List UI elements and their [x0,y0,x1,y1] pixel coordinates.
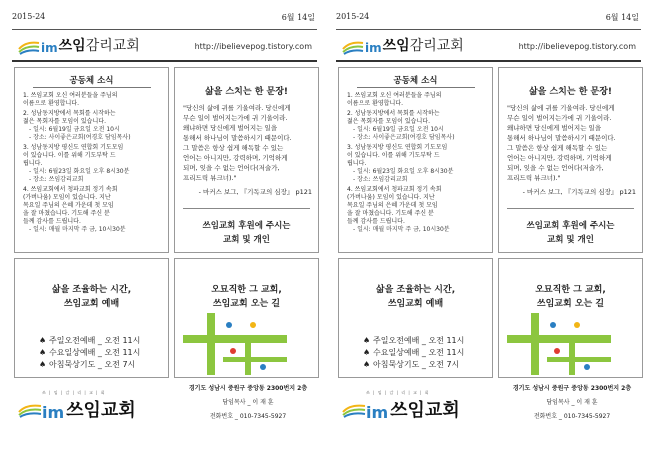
worship-box [338,258,493,378]
sponsors-title-line: 교회 및 개인 [223,235,270,245]
worship-title [339,283,492,311]
quote-line: 왜냐하면 당신에게 벌어지는 일을 [183,124,278,132]
sponsors-title-line: 쓰임교회 후원에 주시는 [526,221,615,231]
news-item-line: (가버나움) 모임이 있습니다. 지난 [347,194,435,201]
contact-info [173,384,323,422]
news-item [347,92,488,108]
top-divider [12,29,317,30]
quote-line: 통해서 하나님이 말씀하시기 때문이다. [183,134,292,142]
logo-prefix: im [41,41,58,55]
issue-date: 6월 14일 [281,13,315,22]
quote-text [183,103,312,183]
pastor-name: 담임목사 _ 이 재 훈 [222,399,274,406]
footer-logo [342,390,502,440]
quote-line: 무슨 일이 벌어지는가에 귀 기울이라. [183,114,288,122]
issue-date: 6월 14일 [605,13,639,22]
directions-title [175,283,318,311]
contact-info [497,384,647,422]
news-item-line: 들께 감사를 드립니다. [23,218,81,225]
service-row [363,359,492,371]
directions-title-line: 쓰임교회 오는 길 [536,299,605,309]
quote-title: 삶을 스치는 한 문장! [528,87,613,97]
news-item-detail: - 장소: 쓰임감리교회 [29,176,84,183]
news-item-line: 1. 쓰임교회 오신 여러분들을 주님의 [23,92,118,99]
spade-icon: ♠ [363,360,371,369]
news-item [347,110,488,142]
logo-name-rest: 감리교회 [409,38,464,54]
directions-map [507,313,611,375]
quote-line: 프리드릭 뷰크너)." [183,174,237,182]
footer-logo [18,390,178,440]
news-box [338,67,493,253]
footer-logo-small: 쓰 | 임 | 감 | 리 | 교 | 회 [42,390,106,395]
quote-line: 되며, 잊을 수 없는 언어다(저술가, [507,164,604,172]
news-item-line: (가버나움) 모임이 있습니다. 지난 [23,194,111,201]
quote-line: 프리드릭 뷰크너)." [507,174,561,182]
header-divider [336,60,641,62]
news-items [347,92,488,234]
page-header [342,33,642,57]
news-item-line: 이 있습니다. 이를 위해 기도부탁 드 [23,152,116,159]
quote-line: 무슨 일이 벌어지는가에 귀 기울이라. [507,114,612,122]
bulletin-page [12,0,325,459]
service-time: 수요일상예배 _ 오전 11시 [49,348,141,357]
news-item-line: 들께 감사를 드립니다. [347,218,405,225]
news-item-line: 젊은 목회자를 모임이 있습니다. [23,118,106,125]
news-item-detail: - 일시: 6월19일 금요일 오전 10시 [353,126,444,133]
news-item-detail: - 장소: 사이좋은교회(여경호 담임목사) [353,134,455,141]
news-title: 공동체 소식 [393,76,438,86]
quote-divider [183,208,310,209]
news-item-line: 2. 성남동지방에서 목회를 시작하는 [347,110,440,117]
quote-source: - 마커스 보그, 『기독교의 심장』 p121 [198,188,312,196]
quote-line: 언어는 아니지만, 강력하며, 기억하게 [507,154,612,162]
logo-name-rest: 감리교회 [85,38,140,54]
news-item-line: 이 있습니다. 이를 위해 기도부탁 드 [347,152,440,159]
spade-icon: ♠ [39,336,47,345]
footer-swoosh-icon [342,400,366,422]
phone-number: 전화번호 _ 010-7345-5927 [209,413,287,420]
logo-prefix: im [365,41,382,55]
service-time: 주일오전예배 _ 오전 11시 [49,336,141,345]
church-logo [18,35,140,55]
date-line [336,12,649,26]
news-item [23,92,164,108]
news-items [23,92,164,234]
directions-box [498,258,643,378]
service-time: 수요일상예배 _ 오전 11시 [373,348,465,357]
quote-line: 언어는 아니지만, 강력하며, 기억하게 [183,154,288,162]
service-row [39,359,168,371]
news-item-line: 을 잘 마쳤습니다. 기도해 주신 분 [347,210,434,217]
news-item [23,110,164,142]
news-title-underline [33,87,151,88]
spade-icon: ♠ [39,348,47,357]
news-item-detail: - 일시: 6월23일 화요일 오후 8시30분 [29,168,130,175]
footer-swoosh-icon [18,400,42,422]
date-line [12,12,325,26]
spade-icon: ♠ [363,348,371,357]
news-item-line: 4. 쓰임교회에서 청파교회 정기 속회 [23,186,118,193]
directions-box [174,258,319,378]
service-row [363,347,492,359]
service-time: 아침묵상기도 _ 오전 7시 [49,360,136,369]
directions-title-line: 오묘직한 그 교회, [211,285,282,295]
church-address: 경기도 성남시 중원구 중앙동 2300번지 2층 [188,385,308,392]
news-item-line: 3. 성남동지방 평신도 연합회 기도모임 [23,144,124,151]
quote-line: 그 말씀은 항상 쉽게 해독할 수 있는 [183,144,284,152]
quote-source: - 마커스 보그, 『기독교의 심장』 p121 [522,188,636,196]
spade-icon: ♠ [363,336,371,345]
news-item-line: 3. 성남동지방 평신도 연합회 기도모임 [347,144,448,151]
directions-title-line: 오묘직한 그 교회, [535,285,606,295]
worship-title-line: 삶을 조율하는 시간, [51,285,132,295]
news-item-detail: - 일시: 6월23일 화요일 오후 8시30분 [353,168,454,175]
footer-logo-prefix: im [42,403,65,422]
quote-line: "당신의 삶에 귀를 기울여라. 당신에게 [507,104,615,112]
church-logo [342,35,464,55]
news-item-detail: - 일시: 6월19일 금요일 오전 10시 [29,126,120,133]
logo-name-bold: 쓰임 [58,38,86,54]
news-item-line: 4. 쓰임교회에서 청파교회 정기 속회 [347,186,442,193]
news-item-line: 립니다. [23,160,43,167]
pastor-name: 담임목사 _ 이 재 훈 [546,399,598,406]
worship-services [39,335,168,371]
quote-line: "당신의 삶에 귀를 기울여라. 당신에게 [183,104,291,112]
news-item-line: 이름으로 환영합니다. [23,100,79,107]
spade-icon: ♠ [39,360,47,369]
news-item-line: 을 잘 마쳤습니다. 기도해 주신 분 [23,210,110,217]
blog-url: http://ibelievepog.tistory.com [194,42,312,51]
church-address: 경기도 성남시 중원구 중앙동 2300번지 2층 [512,385,632,392]
news-item-line: 1. 쓰임교회 오신 여러분들을 주님의 [347,92,442,99]
footer-logo-main [18,396,136,422]
worship-title-line: 쓰임교회 예배 [63,299,120,309]
news-item [347,186,488,234]
news-item-line: 2. 성남동지방에서 목회를 시작하는 [23,110,116,117]
blog-url: http://ibelievepog.tistory.com [518,42,636,51]
sponsors-title [175,219,318,247]
service-row [39,335,168,347]
quote-line: 그 말씀은 항상 쉽게 해독할 수 있는 [507,144,608,152]
quote-text [507,103,636,183]
quote-line: 되며, 잊을 수 없는 언어다(저술가, [183,164,280,172]
directions-map [183,313,287,375]
quote-title: 삶을 스치는 한 문장! [204,87,289,97]
swoosh-icon [18,37,40,55]
service-row [363,335,492,347]
footer-logo-prefix: im [366,403,389,422]
sponsors-title [499,219,642,247]
page-header [18,33,318,57]
news-item-detail: - 장소: 쓰임감리교회 [353,176,408,183]
worship-box [14,258,169,378]
news-item-line: 목요일 주님의 은혜 가운데 첫 모임 [347,202,438,209]
news-item-detail: - 일시: 매월 마지막 주 금, 10시30분 [353,226,450,233]
news-item [23,144,164,184]
logo-name-bold: 쓰임 [382,38,410,54]
quote-divider [507,208,634,209]
news-item [347,144,488,184]
directions-title-line: 쓰임교회 오는 길 [212,299,281,309]
quote-line: 통해서 하나님이 말씀하시기 때문이다. [507,134,616,142]
worship-title-line: 쓰임교회 예배 [387,299,444,309]
worship-title-line: 삶을 조율하는 시간, [375,285,456,295]
footer-logo-main [342,396,460,422]
sponsors-title-line: 교회 및 개인 [547,235,594,245]
swoosh-icon [342,37,364,55]
worship-services [363,335,492,371]
news-title-underline [357,87,475,88]
footer-logo-name: 쓰임교회 [390,400,460,421]
sponsors-title-line: 쓰임교회 후원에 주시는 [202,221,291,231]
quote-box [498,67,643,253]
news-item-detail: - 장소: 사이좋은교회(여경호 담임목사) [29,134,131,141]
worship-title [15,283,168,311]
issue-number: 2015-24 [336,12,370,21]
footer-logo-small: 쓰 | 임 | 감 | 리 | 교 | 회 [366,390,430,395]
top-divider [336,29,641,30]
service-time: 주일오전예배 _ 오전 11시 [373,336,465,345]
phone-number: 전화번호 _ 010-7345-5927 [533,413,611,420]
bulletin-page [336,0,649,459]
news-title: 공동체 소식 [69,76,114,86]
news-item-line: 이름으로 환영합니다. [347,100,403,107]
news-item-detail: - 일시: 매월 마지막 주 금, 10시30분 [29,226,126,233]
footer-logo-name: 쓰임교회 [66,400,136,421]
news-item-line: 립니다. [347,160,367,167]
issue-number: 2015-24 [12,12,46,21]
news-item-line: 젊은 목회자를 모임이 있습니다. [347,118,430,125]
news-item [23,186,164,234]
quote-box [174,67,319,253]
quote-line: 왜냐하면 당신에게 벌어지는 일을 [507,124,602,132]
directions-title [499,283,642,311]
news-item-line: 목요일 주님의 은혜 가운데 첫 모임 [23,202,114,209]
service-time: 아침묵상기도 _ 오전 7시 [373,360,460,369]
header-divider [12,60,317,62]
service-row [39,347,168,359]
news-box [14,67,169,253]
